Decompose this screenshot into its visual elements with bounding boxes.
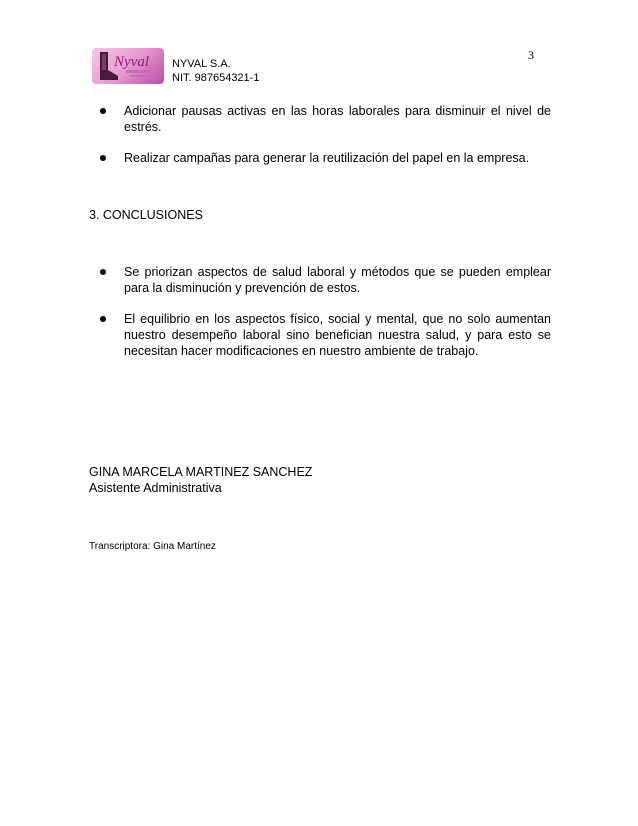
list-item-text: Adicionar pausas activas en las horas laborales para disminuir el nivel de estrés.	[124, 104, 551, 134]
section-title: 3. CONCLUSIONES	[89, 208, 203, 222]
bullet-icon	[100, 269, 106, 275]
transcriber-note: Transcriptora: Gina Martínez	[89, 541, 216, 552]
boot-logo-icon	[92, 48, 164, 84]
list-item	[100, 150, 551, 166]
bullet-icon	[100, 155, 106, 161]
list-item-text: El equilibrio en los aspectos físico, social y mental, que no solo aumentan nuestro desempeño laboral sino benefician nuestra salud, y para esto se necesitan hacer modificaciones en nuestro ambiente de trabajo.	[124, 312, 551, 358]
page-number: 3	[528, 48, 534, 62]
company-nit: NIT. 987654321-1	[172, 72, 260, 84]
list-item-text: Se priorizan aspectos de salud laboral y métodos que se pueden emplear para la disminución y prevención de estos.	[124, 265, 551, 295]
bullet-icon	[100, 108, 106, 114]
company-logo	[92, 48, 164, 84]
conclusions-list	[100, 264, 551, 374]
logo-text: Nyval	[114, 54, 149, 70]
list-item-text: Realizar campañas para generar la reutilización del papel en la empresa.	[124, 151, 530, 165]
bullet-icon	[100, 316, 106, 322]
list-item	[100, 311, 551, 359]
signature-name: GINA MARCELA MARTINEZ SANCHEZ	[89, 465, 313, 479]
list-item	[100, 264, 551, 296]
recommendations-list	[100, 103, 551, 181]
list-item	[100, 103, 551, 135]
signature-role: Asistente Administrativa	[89, 481, 222, 495]
company-name: NYVAL S.A.	[172, 58, 231, 70]
